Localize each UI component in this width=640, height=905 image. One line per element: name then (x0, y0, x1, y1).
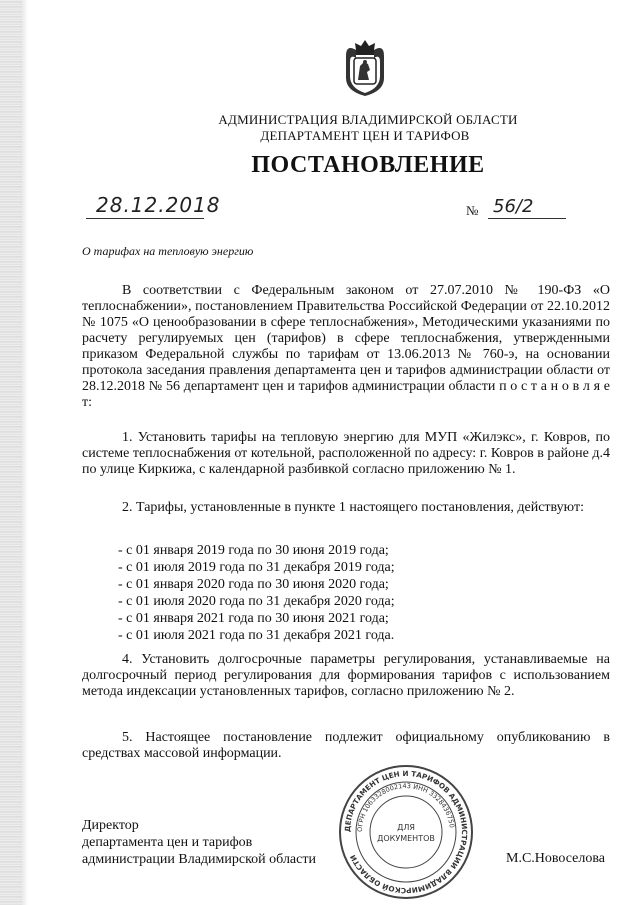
item-1-paragraph: 1. Установить тарифы на тепловую энергию для МУП «Жилэкс», г. Ковров, по системе теплоснабжения от котельной, расположенной по адресу: г. Ковров в районе д.4 по улице Киркижа, с календарной разбивкой согласно приложению № 1. (82, 430, 610, 477)
list-item: - с 01 июля 2021 года по 31 декабря 2021 года. (118, 628, 395, 643)
tariff-periods-list (118, 542, 395, 644)
document-subject: О тарифах на тепловую энергию (82, 244, 254, 258)
org-name-line1: АДМИНИСТРАЦИЯ ВЛАДИМИРСКОЙ ОБЛАСТИ (218, 112, 518, 127)
document-number: 56/2 (493, 196, 534, 217)
list-item: - с 01 июля 2020 года по 31 декабря 2020 года; (118, 594, 395, 609)
signatory-title-line3: администрации Владимирской области (82, 852, 316, 867)
number-label: № (466, 203, 479, 218)
item-2-paragraph: 2. Тарифы, установленные в пункте 1 настоящего постановления, действуют: (122, 500, 584, 515)
signatory-name: М.С.Новоселова (506, 851, 605, 866)
scan-shadow-fade (22, 0, 28, 905)
stamp-outer-text: ДЕПАРТАМЕНТ ЦЕН И ТАРИФОВ АДМИНИСТРАЦИИ ВЛАДИМИРСКОЙ ОБЛАСТИ (342, 768, 470, 896)
number-underline (488, 218, 566, 219)
item-5-paragraph: 5. Настоящее постановление подлежит официальному опубликованию в средствах массовой информации. (82, 730, 610, 761)
item-4-paragraph: 4. Установить долгосрочные параметры регулирования, устанавливаемые на долгосрочный период регулирования для формирования тарифов с использованием метода индексации установленных тарифов, согласно приложению № 2. (82, 652, 610, 699)
date-underline (86, 218, 204, 219)
list-item: - с 01 января 2021 года по 30 июня 2021 года; (118, 611, 389, 626)
preamble-paragraph: В соответствии с Федеральным законом от 27.07.2010 № 190-ФЗ «О теплоснабжении», постановлением Правительства Российской Федерации от 22.10.2012 № 1075 «О ценообразовании в сфере теплоснабжения», Методическими указаниями по расчету регулируемых цен (тарифов) в сфере теплоснабжения, утвержденными приказом Федеральной службы по тарифам от 13.06.2013 № 760-э, на основании протокола заседания правления департамента цен и тарифов администрации области от 28.12.2018 № 56 департамент цен и тарифов администрации области п о с т а н о в л я е т: (82, 283, 610, 410)
stamp-center-line2: ДОКУМЕНТОВ (377, 834, 435, 843)
list-item: - с 01 июля 2019 года по 31 декабря 2019 года; (118, 560, 395, 575)
signatory-title-line1: Директор (82, 818, 139, 833)
list-item: - с 01 января 2020 года по 30 июня 2020 года; (118, 577, 389, 592)
stamp-codes-text: ОГРН 1063328002143 ИНН 3328436750 (355, 781, 456, 833)
signatory-title-line2: департамента цен и тарифов (82, 835, 253, 850)
scan-shadow-edge (0, 0, 22, 905)
list-item: - с 01 января 2019 года по 30 июня 2019 года; (118, 543, 389, 558)
official-stamp-icon (336, 762, 476, 902)
stamp-center-line1: ДЛЯ (397, 823, 415, 832)
document-date: 28.12.2018 (96, 193, 221, 217)
coat-of-arms-icon (340, 36, 390, 96)
document-type-title: ПОСТАНОВЛЕНИЕ (251, 152, 485, 178)
signature-block (82, 817, 316, 868)
org-name-line2: ДЕПАРТАМЕНТ ЦЕН И ТАРИФОВ (260, 128, 470, 143)
